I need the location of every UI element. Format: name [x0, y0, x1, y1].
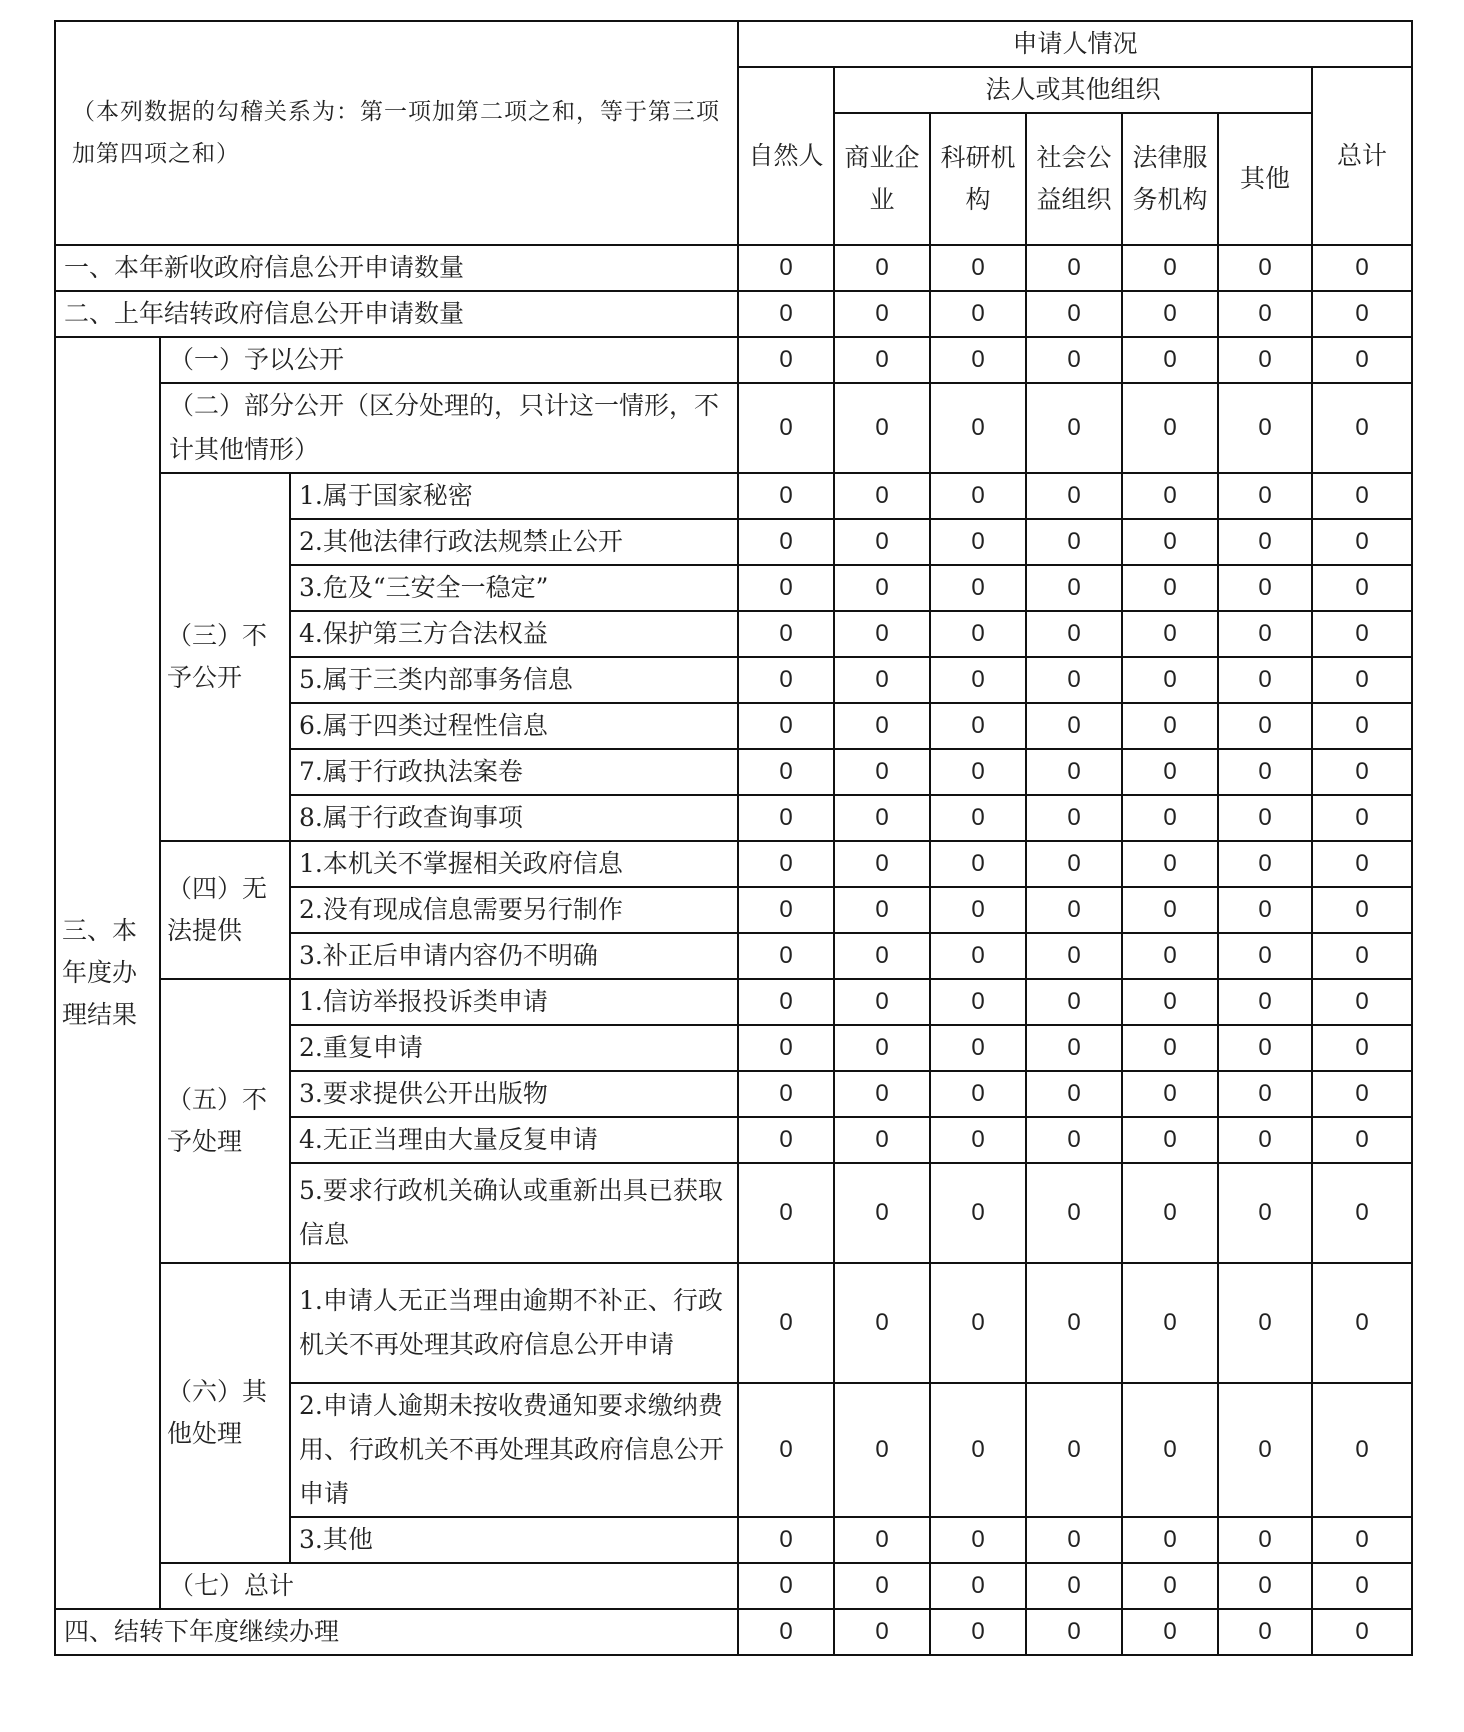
table-cell: 0: [1218, 979, 1312, 1025]
table-cell: 0: [834, 1117, 930, 1163]
table-cell: 0: [834, 1163, 930, 1263]
table-cell: 0: [738, 703, 834, 749]
table-cell: 0: [1312, 1609, 1412, 1655]
table-cell: 0: [738, 749, 834, 795]
section-three-label: 三、本年度办理结果: [55, 337, 160, 1609]
table-cell: 0: [738, 1263, 834, 1383]
table-cell: 0: [1122, 933, 1218, 979]
table-cell: 0: [1312, 337, 1412, 383]
col-business: 商业企业: [834, 113, 930, 245]
item-label: 2.重复申请: [290, 1025, 738, 1071]
table-cell: 0: [1218, 1117, 1312, 1163]
table-cell: 0: [834, 473, 930, 519]
item-label: 7.属于行政执法案卷: [290, 749, 738, 795]
table-cell: 0: [1218, 1071, 1312, 1117]
table-cell: 0: [930, 337, 1026, 383]
row-label: （一）予以公开: [160, 337, 738, 383]
item-label: 6.属于四类过程性信息: [290, 703, 738, 749]
table-cell: 0: [834, 1609, 930, 1655]
table-cell: 0: [738, 473, 834, 519]
group-label: （五）不予处理: [160, 979, 290, 1263]
table-cell: 0: [930, 383, 1026, 473]
row-label: 二、上年结转政府信息公开申请数量: [55, 291, 738, 337]
table-cell: 0: [738, 1163, 834, 1263]
table-row: [55, 979, 1412, 1025]
table-cell: 0: [1122, 337, 1218, 383]
item-label: 3.补正后申请内容仍不明确: [290, 933, 738, 979]
table-cell: 0: [930, 291, 1026, 337]
table-cell: 0: [738, 337, 834, 383]
table-cell: 0: [738, 887, 834, 933]
table-cell: 0: [930, 519, 1026, 565]
table-cell: 0: [834, 245, 930, 291]
item-label: 2.申请人逾期未按收费通知要求缴纳费用、行政机关不再处理其政府信息公开申请: [290, 1383, 738, 1517]
table-cell: 0: [1122, 841, 1218, 887]
col-natural-person: 自然人: [738, 67, 834, 245]
table-cell: 0: [834, 657, 930, 703]
item-label: 1.本机关不掌握相关政府信息: [290, 841, 738, 887]
item-label: 4.保护第三方合法权益: [290, 611, 738, 657]
table-cell: 0: [1312, 887, 1412, 933]
table-cell: 0: [834, 795, 930, 841]
table-cell: 0: [930, 1263, 1026, 1383]
table-cell: 0: [1122, 657, 1218, 703]
item-label: 3.要求提供公开出版物: [290, 1071, 738, 1117]
table-row: [55, 1563, 1412, 1609]
table-cell: 0: [1218, 383, 1312, 473]
table-cell: 0: [738, 795, 834, 841]
table-cell: 0: [930, 1071, 1026, 1117]
table-cell: 0: [1026, 519, 1122, 565]
table-cell: 0: [1218, 933, 1312, 979]
table-cell: 0: [1312, 1025, 1412, 1071]
table-cell: 0: [930, 565, 1026, 611]
table-cell: 0: [1026, 1163, 1122, 1263]
row-label: 一、本年新收政府信息公开申请数量: [55, 245, 738, 291]
table-cell: 0: [930, 611, 1026, 657]
table-cell: 0: [1218, 1383, 1312, 1517]
table-cell: 0: [930, 703, 1026, 749]
table-cell: 0: [834, 291, 930, 337]
table-cell: 0: [1122, 1025, 1218, 1071]
table-cell: 0: [738, 1025, 834, 1071]
item-label: 5.属于三类内部事务信息: [290, 657, 738, 703]
table-cell: 0: [930, 473, 1026, 519]
table-cell: 0: [1026, 1517, 1122, 1563]
group-label: （六）其他处理: [160, 1263, 290, 1563]
applicant-header: 申请人情况: [738, 21, 1412, 67]
table-cell: 0: [930, 1117, 1026, 1163]
table-cell: 0: [1312, 519, 1412, 565]
table-cell: 0: [930, 979, 1026, 1025]
table-cell: 0: [1026, 245, 1122, 291]
table-cell: 0: [1122, 795, 1218, 841]
table-cell: 0: [738, 383, 834, 473]
table-cell: 0: [738, 1517, 834, 1563]
table-cell: 0: [834, 1025, 930, 1071]
table-cell: 0: [738, 657, 834, 703]
table-cell: 0: [1026, 1263, 1122, 1383]
table-cell: 0: [738, 1383, 834, 1517]
table-cell: 0: [1122, 703, 1218, 749]
table-cell: 0: [1312, 1071, 1412, 1117]
table-row: [55, 291, 1412, 337]
table-cell: 0: [930, 749, 1026, 795]
table-cell: 0: [1218, 887, 1312, 933]
table-cell: 0: [834, 337, 930, 383]
table-cell: 0: [834, 383, 930, 473]
table-cell: 0: [1312, 611, 1412, 657]
table-cell: 0: [1218, 795, 1312, 841]
table-cell: 0: [1218, 473, 1312, 519]
table-cell: 0: [738, 1071, 834, 1117]
col-research: 科研机构: [930, 113, 1026, 245]
item-label: 3.危及“三安全一稳定”: [290, 565, 738, 611]
table-row: [55, 1263, 1412, 1383]
table-cell: 0: [1026, 795, 1122, 841]
table-cell: 0: [1312, 703, 1412, 749]
col-public-welfare: 社会公益组织: [1026, 113, 1122, 245]
table-cell: 0: [834, 1517, 930, 1563]
table-cell: 0: [738, 841, 834, 887]
table-cell: 0: [1026, 565, 1122, 611]
table-cell: 0: [1122, 979, 1218, 1025]
table-cell: 0: [1026, 337, 1122, 383]
table-cell: 0: [1218, 1025, 1312, 1071]
item-label: 4.无正当理由大量反复申请: [290, 1117, 738, 1163]
group-label: （三）不予公开: [160, 473, 290, 841]
table-cell: 0: [738, 611, 834, 657]
table-cell: 0: [834, 703, 930, 749]
table-cell: 0: [738, 291, 834, 337]
table-cell: 0: [1026, 1383, 1122, 1517]
table-cell: 0: [738, 565, 834, 611]
table-cell: 0: [1122, 887, 1218, 933]
table-cell: 0: [930, 887, 1026, 933]
table-cell: 0: [1122, 245, 1218, 291]
table-cell: 0: [1122, 565, 1218, 611]
table-cell: 0: [1312, 1263, 1412, 1383]
table-cell: 0: [1312, 1117, 1412, 1163]
row-label: （七）总计: [160, 1563, 738, 1609]
table-cell: 0: [930, 933, 1026, 979]
table-cell: 0: [1312, 383, 1412, 473]
table-cell: 0: [1026, 933, 1122, 979]
table-cell: 0: [1312, 473, 1412, 519]
disclosure-statistics-table: [54, 20, 1413, 1656]
table-cell: 0: [1312, 749, 1412, 795]
table-cell: 0: [738, 1117, 834, 1163]
table-cell: 0: [1026, 657, 1122, 703]
table-cell: 0: [1218, 337, 1312, 383]
table-cell: 0: [1026, 1609, 1122, 1655]
table-cell: 0: [834, 841, 930, 887]
table-cell: 0: [930, 795, 1026, 841]
table-cell: 0: [1218, 245, 1312, 291]
row-label: （二）部分公开（区分处理的，只计这一情形，不计其他情形）: [160, 383, 738, 473]
table-cell: 0: [1312, 565, 1412, 611]
table-cell: 0: [1122, 1517, 1218, 1563]
item-label: 1.申请人无正当理由逾期不补正、行政机关不再处理其政府信息公开申请: [290, 1263, 738, 1383]
table-cell: 0: [1026, 703, 1122, 749]
table-cell: 0: [834, 887, 930, 933]
table-cell: 0: [1218, 1163, 1312, 1263]
table-cell: 0: [1312, 1163, 1412, 1263]
table-cell: 0: [1026, 1563, 1122, 1609]
table-cell: 0: [1122, 1563, 1218, 1609]
table-cell: 0: [834, 1263, 930, 1383]
item-label: 5.要求行政机关确认或重新出具已获取信息: [290, 1163, 738, 1263]
table-cell: 0: [1026, 1025, 1122, 1071]
table-cell: 0: [1218, 703, 1312, 749]
table-row: [55, 383, 1412, 473]
table-cell: 0: [1122, 1263, 1218, 1383]
table-cell: 0: [1312, 933, 1412, 979]
table-cell: 0: [1122, 1071, 1218, 1117]
table-cell: 0: [1218, 841, 1312, 887]
table-cell: 0: [1122, 383, 1218, 473]
table-cell: 0: [1218, 1517, 1312, 1563]
table-cell: 0: [1122, 1117, 1218, 1163]
table-cell: 0: [1026, 291, 1122, 337]
table-cell: 0: [930, 1163, 1026, 1263]
table-row: [55, 337, 1412, 383]
table-cell: 0: [834, 611, 930, 657]
table-cell: 0: [1026, 1117, 1122, 1163]
table-cell: 0: [738, 245, 834, 291]
item-label: 8.属于行政查询事项: [290, 795, 738, 841]
table-cell: 0: [1122, 1383, 1218, 1517]
item-label: 1.属于国家秘密: [290, 473, 738, 519]
table-cell: 0: [1312, 291, 1412, 337]
table-cell: 0: [738, 519, 834, 565]
item-label: 2.没有现成信息需要另行制作: [290, 887, 738, 933]
table-cell: 0: [1218, 291, 1312, 337]
item-label: 1.信访举报投诉类申请: [290, 979, 738, 1025]
group-label: （四）无法提供: [160, 841, 290, 979]
table-cell: 0: [834, 749, 930, 795]
table-cell: 0: [1312, 841, 1412, 887]
item-label: 3.其他: [290, 1517, 738, 1563]
table-cell: 0: [1218, 1263, 1312, 1383]
table-cell: 0: [738, 979, 834, 1025]
table-cell: 0: [834, 519, 930, 565]
table-cell: 0: [1026, 887, 1122, 933]
row-label: 四、结转下年度继续办理: [55, 1609, 738, 1655]
table-cell: 0: [1122, 611, 1218, 657]
table-cell: 0: [1122, 473, 1218, 519]
table-note: （本列数据的勾稽关系为：第一项加第二项之和，等于第三项加第四项之和）: [55, 21, 738, 245]
table-cell: 0: [1312, 657, 1412, 703]
table-cell: 0: [1026, 611, 1122, 657]
table-cell: 0: [1312, 795, 1412, 841]
table-cell: 0: [1026, 841, 1122, 887]
table-cell: 0: [834, 1071, 930, 1117]
table-cell: 0: [1218, 1563, 1312, 1609]
table-cell: 0: [1026, 979, 1122, 1025]
table-cell: 0: [1122, 1609, 1218, 1655]
col-other: 其他: [1218, 113, 1312, 245]
table-cell: 0: [1122, 749, 1218, 795]
table-cell: 0: [930, 657, 1026, 703]
table-cell: 0: [1218, 611, 1312, 657]
table-cell: 0: [1026, 383, 1122, 473]
table-cell: 0: [930, 1609, 1026, 1655]
table-cell: 0: [1026, 749, 1122, 795]
table-cell: 0: [1312, 979, 1412, 1025]
item-label: 2.其他法律行政法规禁止公开: [290, 519, 738, 565]
table-cell: 0: [1218, 1609, 1312, 1655]
table-cell: 0: [1026, 473, 1122, 519]
table-cell: 0: [1122, 1163, 1218, 1263]
table-cell: 0: [930, 1025, 1026, 1071]
table-cell: 0: [1312, 1563, 1412, 1609]
table-cell: 0: [930, 1563, 1026, 1609]
table-row: [55, 841, 1412, 887]
table-cell: 0: [834, 979, 930, 1025]
table-cell: 0: [930, 245, 1026, 291]
table-row: [55, 473, 1412, 519]
col-legal-service: 法律服务机构: [1122, 113, 1218, 245]
table-cell: 0: [1218, 657, 1312, 703]
table-cell: 0: [834, 933, 930, 979]
table-cell: 0: [1218, 565, 1312, 611]
table-cell: 0: [1218, 749, 1312, 795]
table-cell: 0: [1026, 1071, 1122, 1117]
table-cell: 0: [1218, 519, 1312, 565]
table-cell: 0: [834, 565, 930, 611]
legal-group-header: 法人或其他组织: [834, 67, 1312, 113]
table-cell: 0: [1122, 519, 1218, 565]
table-cell: 0: [1312, 1517, 1412, 1563]
table-cell: 0: [834, 1383, 930, 1517]
table-cell: 0: [834, 1563, 930, 1609]
table-cell: 0: [930, 1383, 1026, 1517]
table-cell: 0: [738, 1609, 834, 1655]
table-row: [55, 1609, 1412, 1655]
table-cell: 0: [1312, 1383, 1412, 1517]
table-cell: 0: [930, 841, 1026, 887]
table-cell: 0: [1312, 245, 1412, 291]
table-cell: 0: [1122, 291, 1218, 337]
table-cell: 0: [930, 1517, 1026, 1563]
table-cell: 0: [738, 933, 834, 979]
col-total: 总计: [1312, 67, 1412, 245]
table-cell: 0: [738, 1563, 834, 1609]
table-row: [55, 245, 1412, 291]
